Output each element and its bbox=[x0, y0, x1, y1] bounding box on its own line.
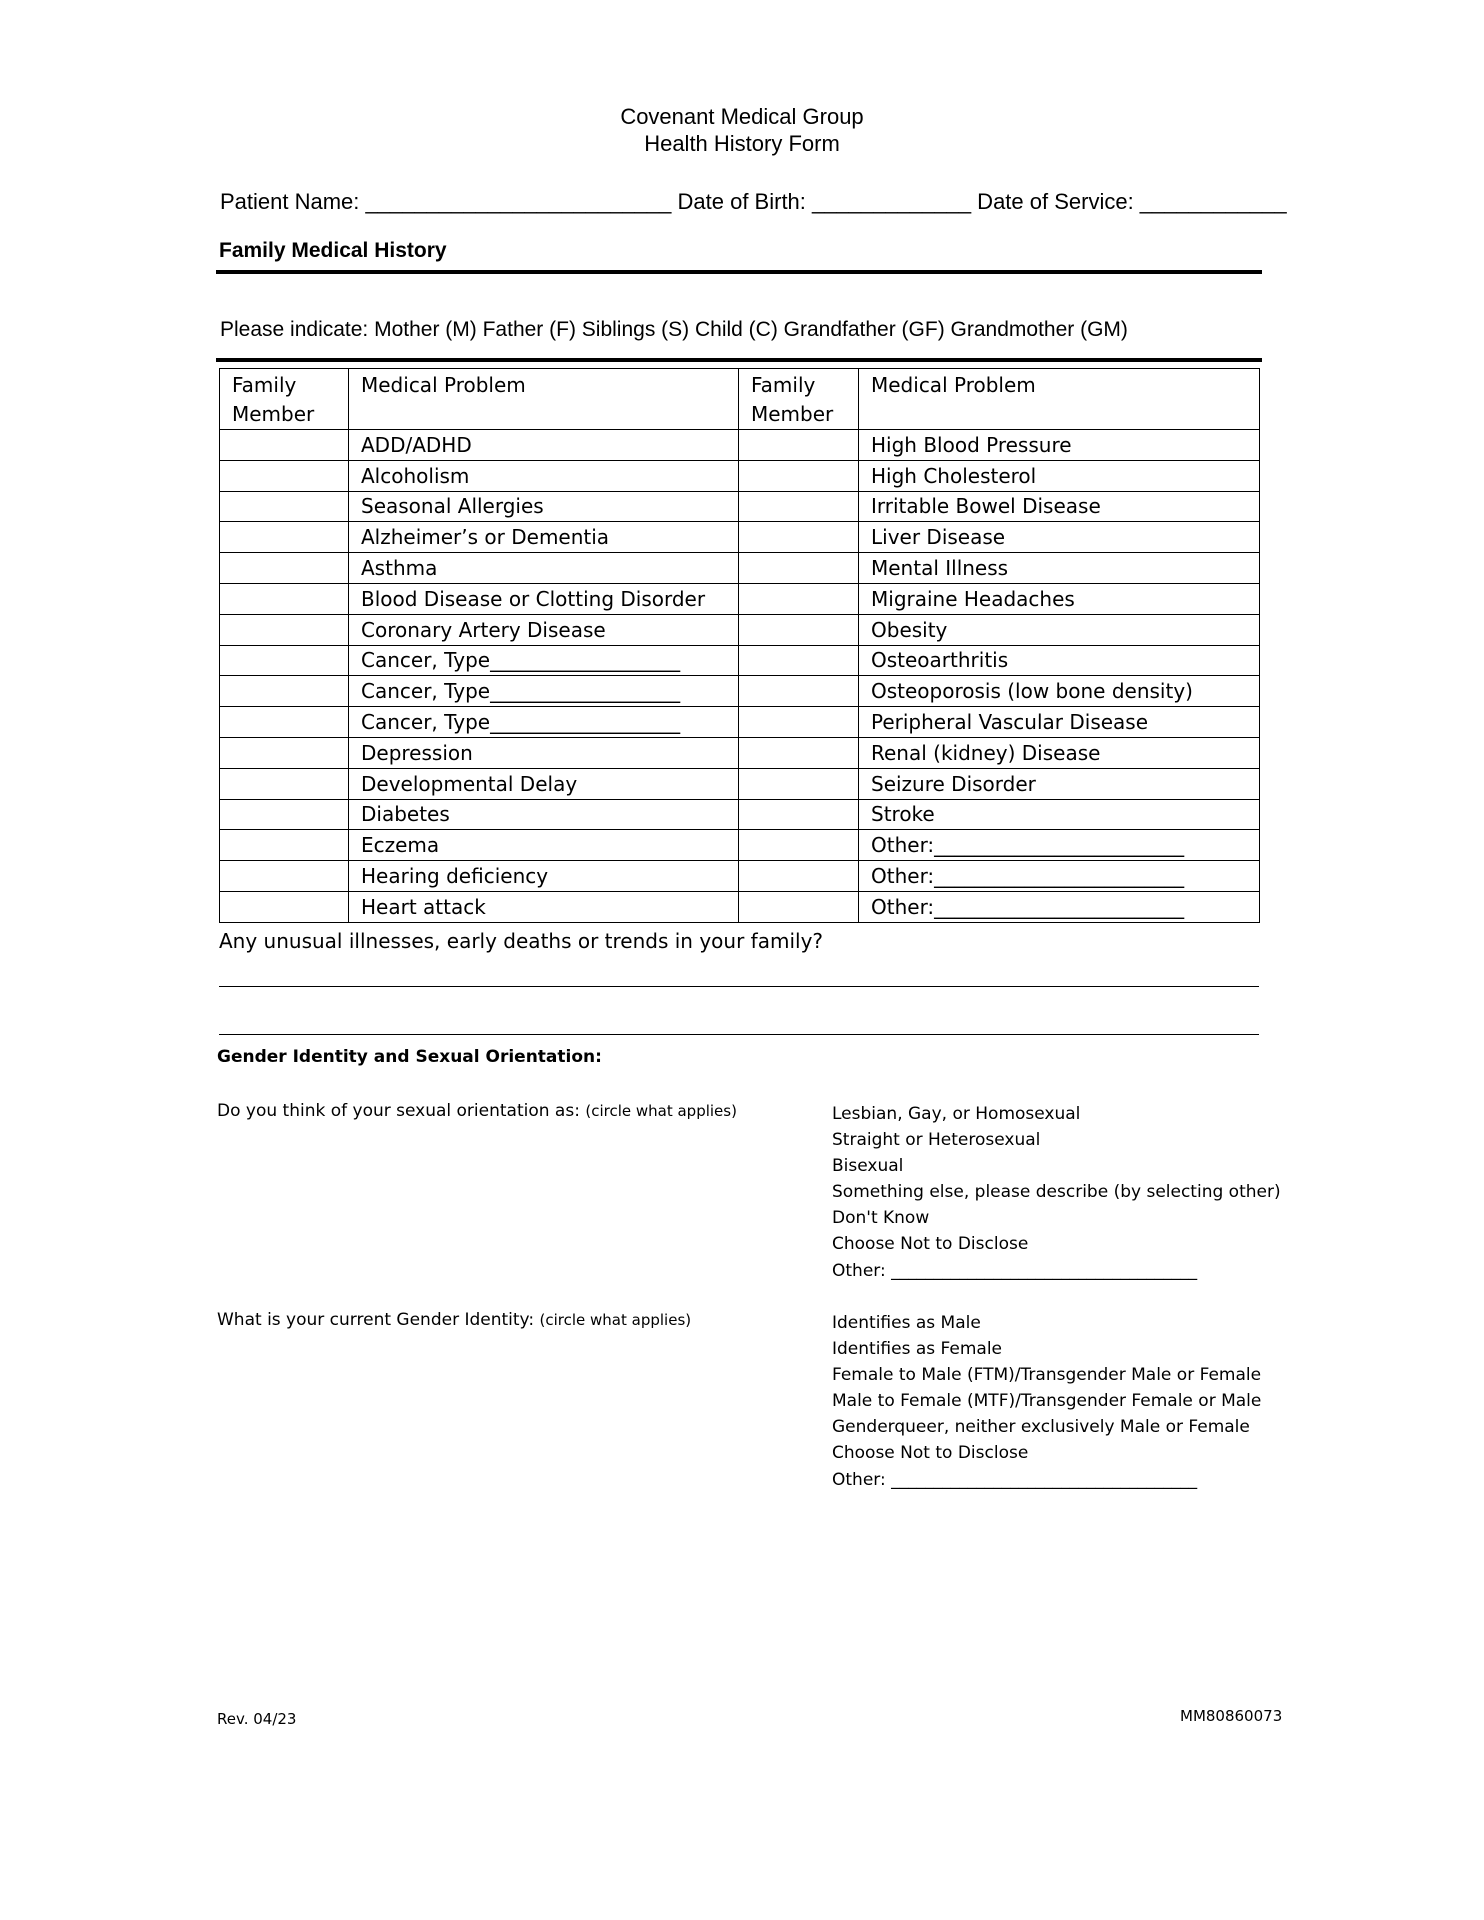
medical-problem-cell: Coronary Artery Disease bbox=[349, 614, 739, 645]
family-member-cell[interactable] bbox=[220, 799, 349, 830]
family-history-table bbox=[219, 368, 1260, 923]
family-member-cell[interactable] bbox=[739, 861, 859, 892]
medical-problem-cell: Liver Disease bbox=[859, 522, 1260, 553]
table-header-row bbox=[220, 369, 1260, 430]
family-member-cell[interactable] bbox=[220, 491, 349, 522]
orientation-option[interactable]: Straight or Heterosexual bbox=[832, 1130, 1041, 1151]
unusual-illness-question: Any unusual illnesses, early deaths or trends in your family? bbox=[219, 929, 824, 953]
medical-problem-cell: Eczema bbox=[349, 830, 739, 861]
form-code: MM80860073 bbox=[1180, 1707, 1283, 1725]
family-member-cell[interactable] bbox=[220, 737, 349, 768]
table-row bbox=[220, 491, 1260, 522]
table-row bbox=[220, 460, 1260, 491]
orientation-question bbox=[217, 1101, 737, 1121]
table-row bbox=[220, 891, 1260, 922]
organization-name: Covenant Medical Group bbox=[620, 104, 864, 129]
family-member-cell[interactable] bbox=[220, 707, 349, 738]
medical-problem-cell: Stroke bbox=[859, 799, 1260, 830]
family-member-cell[interactable] bbox=[220, 676, 349, 707]
orientation-question-text: Do you think of your sexual orientation as: bbox=[217, 1101, 580, 1121]
column-header-family-member-right: Family Member bbox=[739, 369, 859, 430]
family-member-cell[interactable] bbox=[220, 614, 349, 645]
medical-problem-cell: Cancer, Type___________________ bbox=[349, 676, 739, 707]
medical-problem-cell: Obesity bbox=[859, 614, 1260, 645]
orientation-option[interactable]: Something else, please describe (by selecting other) bbox=[832, 1182, 1281, 1203]
table-row bbox=[220, 861, 1260, 892]
medical-problem-cell: Peripheral Vascular Disease bbox=[859, 707, 1260, 738]
family-member-cell[interactable] bbox=[220, 430, 349, 461]
medical-problem-cell: Mental Illness bbox=[859, 553, 1260, 584]
identity-question-text: What is your current Gender Identity: bbox=[217, 1310, 535, 1330]
table-row bbox=[220, 430, 1260, 461]
family-member-cell[interactable] bbox=[739, 799, 859, 830]
table-row bbox=[220, 676, 1260, 707]
medical-problem-cell: Alzheimer’s or Dementia bbox=[349, 522, 739, 553]
medical-problem-cell: High Blood Pressure bbox=[859, 430, 1260, 461]
orientation-option[interactable]: Other: ____________________________________ bbox=[832, 1260, 1198, 1281]
form-title: Health History Form bbox=[644, 131, 840, 156]
identity-option[interactable]: Identifies as Male bbox=[832, 1313, 981, 1333]
table-row bbox=[220, 830, 1260, 861]
medical-problem-cell: ADD/ADHD bbox=[349, 430, 739, 461]
family-member-cell[interactable] bbox=[220, 645, 349, 676]
family-member-cell[interactable] bbox=[739, 768, 859, 799]
family-member-cell[interactable] bbox=[739, 707, 859, 738]
medical-problem-cell: Blood Disease or Clotting Disorder bbox=[349, 583, 739, 614]
table-row bbox=[220, 799, 1260, 830]
section-divider bbox=[216, 270, 1262, 274]
family-member-cell[interactable] bbox=[220, 522, 349, 553]
family-member-cell[interactable] bbox=[220, 583, 349, 614]
orientation-hint: (circle what applies) bbox=[585, 1102, 737, 1120]
medical-problem-cell: Heart attack bbox=[349, 891, 739, 922]
family-member-cell[interactable] bbox=[739, 491, 859, 522]
orientation-option[interactable]: Lesbian, Gay, or Homosexual bbox=[832, 1104, 1081, 1124]
table-body bbox=[220, 430, 1260, 923]
family-member-cell[interactable] bbox=[220, 861, 349, 892]
family-member-cell[interactable] bbox=[220, 460, 349, 491]
identity-options bbox=[832, 1310, 1261, 1493]
medical-problem-cell: Irritable Bowel Disease bbox=[859, 491, 1260, 522]
column-header-family-member-left: Family Member bbox=[220, 369, 349, 430]
family-member-cell[interactable] bbox=[739, 430, 859, 461]
family-member-cell[interactable] bbox=[739, 583, 859, 614]
answer-line[interactable] bbox=[219, 1034, 1259, 1035]
orientation-option[interactable]: Don't Know bbox=[832, 1208, 930, 1229]
identity-hint: (circle what applies) bbox=[539, 1311, 692, 1329]
medical-problem-cell: Cancer, Type___________________ bbox=[349, 707, 739, 738]
orientation-options bbox=[832, 1101, 1281, 1284]
medical-problem-cell: Renal (kidney) Disease bbox=[859, 737, 1260, 768]
patient-info-line[interactable]: Patient Name: _________________________ Date of Birth: _____________ Date of Service: ____________ bbox=[220, 189, 1287, 214]
table-row bbox=[220, 645, 1260, 676]
identity-option[interactable]: Male to Female (MTF)/Transgender Female or Male bbox=[832, 1391, 1262, 1412]
table-row bbox=[220, 737, 1260, 768]
medical-problem-cell: Other:_________________________ bbox=[859, 830, 1260, 861]
family-member-cell[interactable] bbox=[220, 768, 349, 799]
family-member-cell[interactable] bbox=[739, 676, 859, 707]
table-row bbox=[220, 583, 1260, 614]
column-header-medical-problem-right: Medical Problem bbox=[859, 369, 1260, 430]
medical-problem-cell: Depression bbox=[349, 737, 739, 768]
gender-section-title: Gender Identity and Sexual Orientation: bbox=[217, 1047, 602, 1067]
medical-problem-cell: High Cholesterol bbox=[859, 460, 1260, 491]
table-row bbox=[220, 553, 1260, 584]
family-member-cell[interactable] bbox=[739, 737, 859, 768]
identity-option[interactable]: Choose Not to Disclose bbox=[832, 1443, 1029, 1464]
revision-label: Rev. 04/23 bbox=[217, 1710, 297, 1728]
orientation-option[interactable]: Choose Not to Disclose bbox=[832, 1234, 1029, 1255]
medical-problem-cell: Migraine Headaches bbox=[859, 583, 1260, 614]
identity-option[interactable]: Other: ____________________________________ bbox=[832, 1469, 1198, 1490]
medical-problem-cell: Hearing deficiency bbox=[349, 861, 739, 892]
family-member-cell[interactable] bbox=[220, 891, 349, 922]
medical-problem-cell: Seizure Disorder bbox=[859, 768, 1260, 799]
medical-problem-cell: Cancer, Type___________________ bbox=[349, 645, 739, 676]
family-member-cell[interactable] bbox=[739, 460, 859, 491]
medical-problem-cell: Other:_________________________ bbox=[859, 861, 1260, 892]
family-member-cell[interactable] bbox=[220, 553, 349, 584]
table-row bbox=[220, 707, 1260, 738]
identity-option[interactable]: Identifies as Female bbox=[832, 1339, 1002, 1360]
identity-option[interactable]: Female to Male (FTM)/Transgender Male or Female bbox=[832, 1365, 1262, 1386]
family-history-title: Family Medical History bbox=[219, 239, 447, 262]
family-member-cell[interactable] bbox=[739, 830, 859, 861]
identity-option[interactable]: Genderqueer, neither exclusively Male or Female bbox=[832, 1417, 1250, 1438]
table-row bbox=[220, 614, 1260, 645]
table-top-divider bbox=[216, 358, 1262, 362]
medical-problem-cell: Seasonal Allergies bbox=[349, 491, 739, 522]
medical-problem-cell: Asthma bbox=[349, 553, 739, 584]
family-member-cell[interactable] bbox=[739, 522, 859, 553]
relation-instructions: Please indicate: Mother (M) Father (F) Siblings (S) Child (C) Grandfather (GF) Grandmother (GM) bbox=[220, 318, 1128, 341]
column-header-medical-problem-left: Medical Problem bbox=[349, 369, 739, 430]
identity-question bbox=[217, 1310, 691, 1330]
table-row bbox=[220, 522, 1260, 553]
answer-line[interactable] bbox=[219, 986, 1259, 987]
family-member-cell[interactable] bbox=[739, 891, 859, 922]
orientation-option[interactable]: Bisexual bbox=[832, 1156, 904, 1177]
table-row bbox=[220, 768, 1260, 799]
family-member-cell[interactable] bbox=[739, 614, 859, 645]
medical-problem-cell: Osteoporosis (low bone density) bbox=[859, 676, 1260, 707]
medical-problem-cell: Developmental Delay bbox=[349, 768, 739, 799]
medical-problem-cell: Osteoarthritis bbox=[859, 645, 1260, 676]
family-member-cell[interactable] bbox=[220, 830, 349, 861]
medical-problem-cell: Other:_________________________ bbox=[859, 891, 1260, 922]
family-member-cell[interactable] bbox=[739, 645, 859, 676]
medical-problem-cell: Diabetes bbox=[349, 799, 739, 830]
family-member-cell[interactable] bbox=[739, 553, 859, 584]
medical-problem-cell: Alcoholism bbox=[349, 460, 739, 491]
